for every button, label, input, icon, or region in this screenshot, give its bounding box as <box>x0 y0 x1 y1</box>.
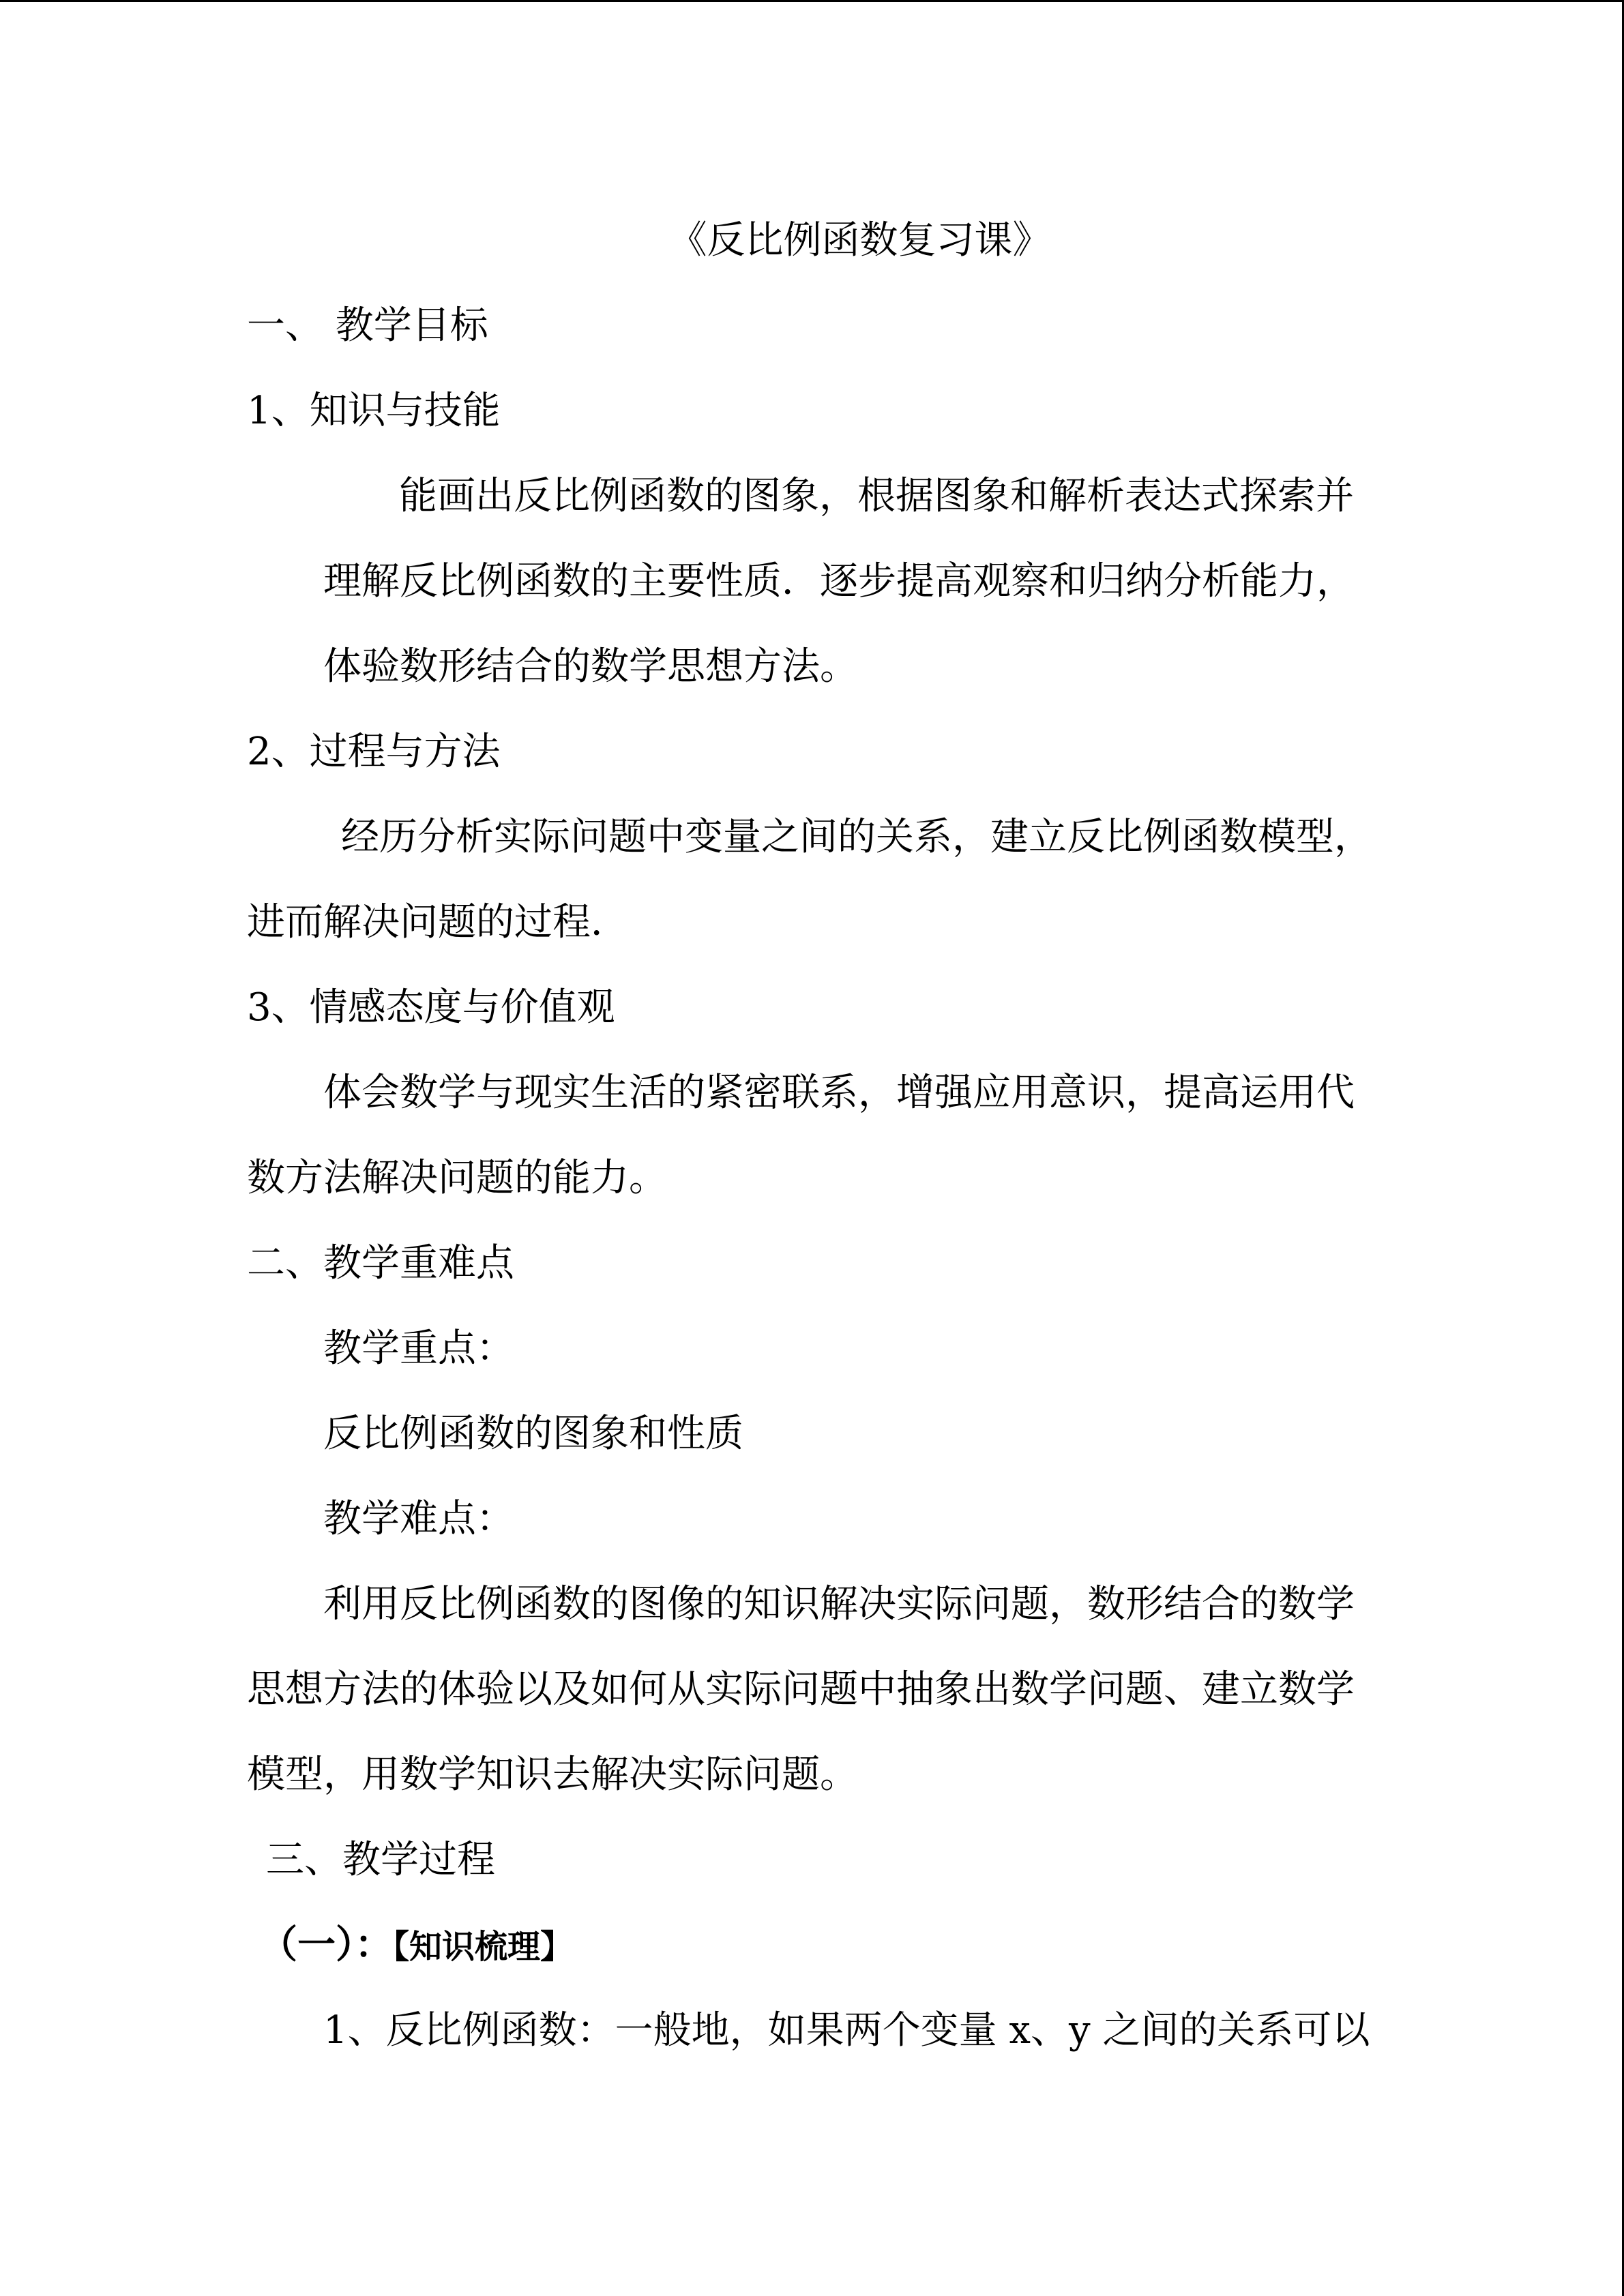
subsection-heading-knowledge-review <box>259 1920 573 1973</box>
paragraph-line: 1、反比例函数：一般地，如果两个变量 x、y 之间的关系可以 <box>323 2008 1370 2053</box>
paragraph-line: 经历分析实际问题中变量之间的关系，建立反比例函数模型， <box>341 815 1372 859</box>
paragraph-line: 理解反比例函数的主要性质．逐步提高观察和归纳分析能力， <box>323 559 1355 603</box>
paragraph-line: 能画出反比例函数的图象，根据图象和解析表达式探索并 <box>399 474 1354 518</box>
paragraph-line: 体验数形结合的数学思想方法。 <box>323 644 858 689</box>
section-heading-key-difficult: 二、教学重难点 <box>247 1241 514 1285</box>
document-title: 《反比例函数复习课》 <box>668 218 1051 263</box>
subsection-title: 【知识梳理】 <box>393 1928 574 1966</box>
key-point-text: 反比例函数的图象和性质 <box>323 1412 743 1456</box>
subheading-process-method: 2、过程与方法 <box>247 730 501 774</box>
paragraph-line: 利用反比例函数的图像的知识解决实际问题，数形结合的数学 <box>323 1582 1355 1626</box>
subsection-number: （一）： <box>259 1923 393 1967</box>
paragraph-line: 体会数学与现实生活的紧密联系，增强应用意识，提高运用代 <box>323 1071 1355 1115</box>
paragraph-line: 数方法解决问题的能力。 <box>247 1156 667 1200</box>
difficult-point-label: 教学难点： <box>323 1497 514 1541</box>
key-point-label: 教学重点： <box>323 1326 514 1371</box>
paragraph-line: 进而解决问题的过程． <box>247 900 629 944</box>
subheading-attitude-values: 3、情感态度与价值观 <box>247 985 615 1030</box>
paragraph-line: 思想方法的体验以及如何从实际问题中抽象出数学问题、建立数学 <box>247 1667 1355 1712</box>
paragraph-line: 模型，用数学知识去解决实际问题。 <box>247 1753 858 1797</box>
section-heading-objectives: 一、 教学目标 <box>247 303 488 348</box>
subheading-knowledge-skills: 1、知识与技能 <box>247 389 501 433</box>
section-heading-teaching-process: 三、教学过程 <box>266 1838 495 1882</box>
